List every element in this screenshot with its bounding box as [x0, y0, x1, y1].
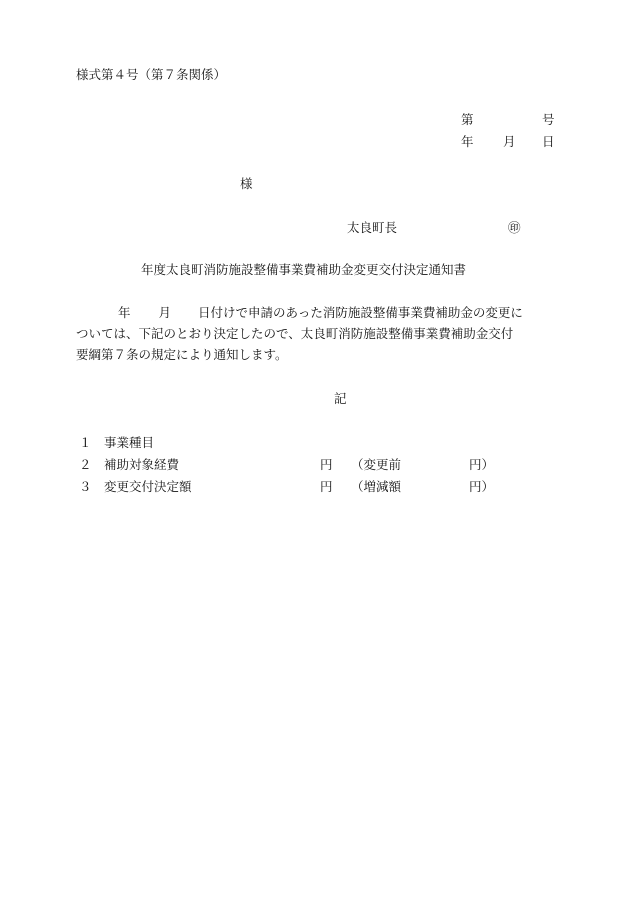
- item-number: １: [79, 435, 92, 450]
- issue-date-month: 月: [503, 134, 516, 149]
- document-title: 年度太良町消防施設整備事業費補助金変更交付決定通知書: [141, 262, 467, 277]
- item-number: ３: [79, 479, 92, 494]
- addressee-honorific: 様: [240, 176, 253, 191]
- item-label: 補助対象経費: [104, 457, 180, 472]
- body-line-1: [76, 302, 552, 323]
- item-amount-unit: 円: [320, 457, 333, 472]
- item-note-unit: 円）: [469, 457, 495, 472]
- document-number-prefix: 第: [461, 112, 474, 127]
- seal-mark: ㊞: [508, 220, 521, 235]
- issue-date-day: 日: [542, 134, 555, 149]
- item-number: ２: [79, 457, 92, 472]
- form-label: 様式第４号（第７条関係）: [76, 67, 227, 82]
- item-label: 変更交付決定額: [104, 479, 192, 494]
- body-line-1-text: 日付けで申請のあった消防施設整備事業費補助金の変更に: [198, 305, 523, 320]
- body-year: 年: [118, 305, 131, 320]
- body-paragraph: [76, 302, 552, 365]
- body-month: 月: [158, 305, 172, 320]
- ki-heading: 記: [334, 391, 347, 406]
- item-note-label: （変更前: [351, 457, 402, 472]
- item-note-label: （増減額: [351, 479, 402, 494]
- issue-date-year: 年: [461, 134, 474, 149]
- item-label: 事業種目: [104, 435, 155, 450]
- item-note-unit: 円）: [469, 479, 495, 494]
- body-line-2: ついては、下記のとおり決定したので、太良町消防施設整備事業費補助金交付: [76, 326, 514, 341]
- body-line-3: 要綱第７条の規定により通知します。: [76, 347, 288, 362]
- item-amount-unit: 円: [320, 479, 333, 494]
- document-number-suffix: 号: [542, 112, 555, 127]
- issuer-title: 太良町長: [347, 220, 398, 235]
